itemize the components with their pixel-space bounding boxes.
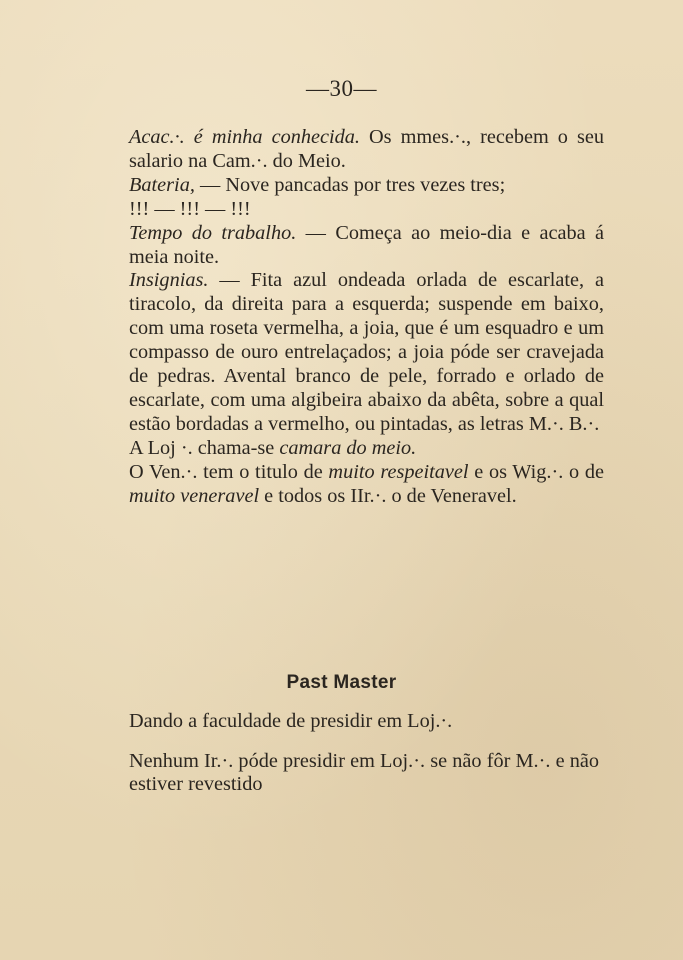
term-camara-do-meio: camara do meio. <box>279 436 417 459</box>
paragraph-veneravel-text-1: O Ven.·. tem o titulo de <box>129 460 329 483</box>
term-insignias: Insignias. <box>129 269 209 292</box>
page-number: —30— <box>306 76 377 101</box>
paragraph-acacia-text: Os mmes.·., recebem o seu salario na Cam.·. do Meio. <box>129 126 604 172</box>
paragraph-gap <box>129 734 599 750</box>
body-text <box>129 126 604 509</box>
paragraph-bateria-text: — Nove pancadas por tres vezes tres; <box>194 173 506 196</box>
phrase-minha-conhecida: é minha conhecida. <box>193 126 360 148</box>
term-tempo: Tempo do trabalho. <box>129 221 297 244</box>
paragraph-veneravel <box>129 461 604 509</box>
paragraph-insignias-text: — Fita azul ondeada orlada de escarlate, a tiracolo, da direita para a esquerda; suspende em baixo, com uma roseta vermelha, a joia, que é um esquadro e um compasso de ouro entrelaçados; a joia póde ser cravejada de pedras. Avental branco de pele, forrado e orlado de escarlate, com uma algibeira abaixo da abêta, sobre a qual estão bordadas a vermelho, ou pintadas, as letras M.·. B.·. <box>129 269 604 435</box>
paragraph-bateria <box>129 174 604 198</box>
term-muito-respeitavel: muito respeitavel <box>328 460 469 483</box>
paragraph-loja <box>129 437 604 461</box>
term-muito-veneravel: muito veneravel <box>129 484 260 507</box>
section-heading: Past Master <box>286 672 397 693</box>
term-acac: Acac.·. <box>129 126 185 148</box>
knock-pattern: !!! — !!! — !!! <box>129 197 251 220</box>
paragraph-loja-text: A Loj ·. chama-se <box>129 436 280 459</box>
paragraph-acacia <box>129 126 604 174</box>
paragraph-veneravel-text-3: e todos os IIr.·. o de Veneravel. <box>259 484 517 507</box>
section-body <box>129 710 599 797</box>
section-paragraph-1: Dando a faculdade de presidir em Loj.·. <box>129 710 453 732</box>
paragraph-veneravel-text-2: e os Wig.·. o de <box>468 460 604 483</box>
paragraph-knocks <box>129 198 604 222</box>
paragraph-insignias <box>129 269 604 436</box>
section-paragraph-2: Nenhum Ir.·. póde presidir em Loj.·. se não fôr M.·. e não estiver revestido <box>129 749 599 795</box>
term-bateria: Bateria, <box>129 173 195 196</box>
paragraph-tempo-text: — Começa ao meio-dia e acaba á meia noite. <box>129 221 604 268</box>
paragraph-tempo <box>129 222 604 270</box>
